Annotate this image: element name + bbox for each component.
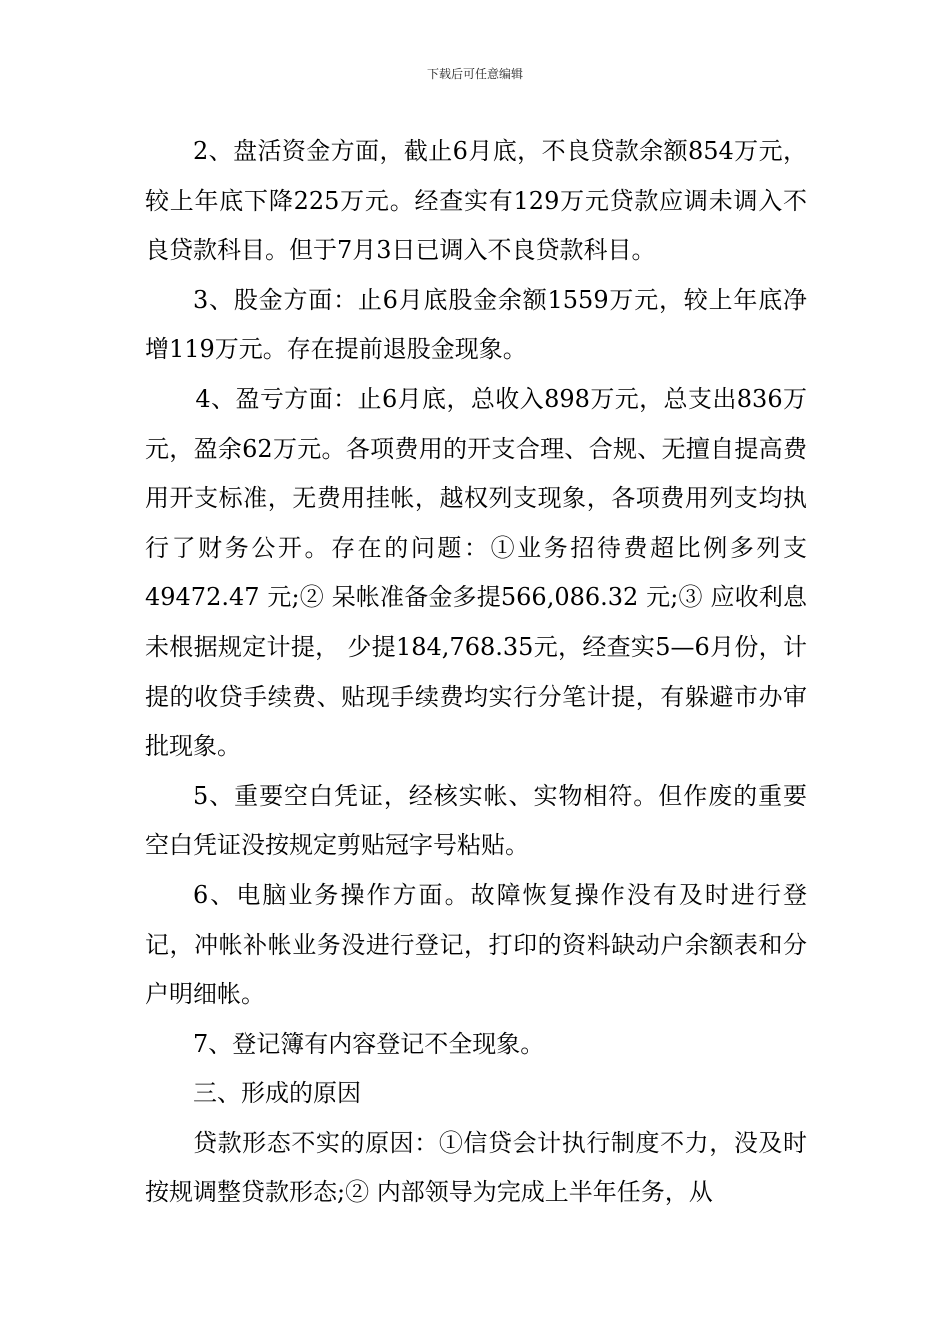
paragraph-computer-operations: 6、电脑业务操作方面。故障恢复操作没有及时进行登记，冲帐补帐业务没进行登记，打印的资料缺动户余额表和分户明细帐。 [145,880,807,1009]
paragraph-profit-loss: 4、盈亏方面：止6月底，总收入898万元，总支出836万元，盈余62万元。各项费用的开支合理、合规、无擅自提高费用开支标准，无费用挂帐，越权列支现象，各项费用列支均执行了财务公开。存在的问题：①业务招待费超比例多列支 49472.47 元;② 呆帐准备金多提566,086.32 元;③ 应收利息未根据规定计提， 少提184,768.35元，经查实5—6月份，计提的收贷手续费、贴现手续费均实行分笔计提，有躲避市办审批现象。 [145,384,807,761]
paragraph-register-book: 7、登记簿有内容登记不全现象。 [193,1029,545,1058]
paragraph-loan-causes: 贷款形态不实的原因：①信贷会计执行制度不力，没及时按规调整贷款形态;② 内部领导为完成上半年任务，从 [145,1128,807,1207]
paragraph-share-capital: 3、股金方面：止6月底股金余额1559万元，较上年底净增119万元。存在提前退股金现象。 [145,285,807,364]
document-body [145,127,807,1218]
paragraph-bad-loans: 2、盘活资金方面，截止6月底，不良贷款余额854万元，较上年底下降225万元。经查实有129万元贷款应调未调入不良贷款科目。但于7月3日已调入不良贷款科目。 [145,137,807,265]
paragraph-blank-vouchers: 5、重要空白凭证，经核实帐、实物相符。但作废的重要空白凭证没按规定剪贴冠字号粘贴。 [145,781,807,860]
section-heading-causes: 三、形成的原因 [193,1079,361,1108]
page-header: 下载后可任意编辑 [426,67,523,81]
